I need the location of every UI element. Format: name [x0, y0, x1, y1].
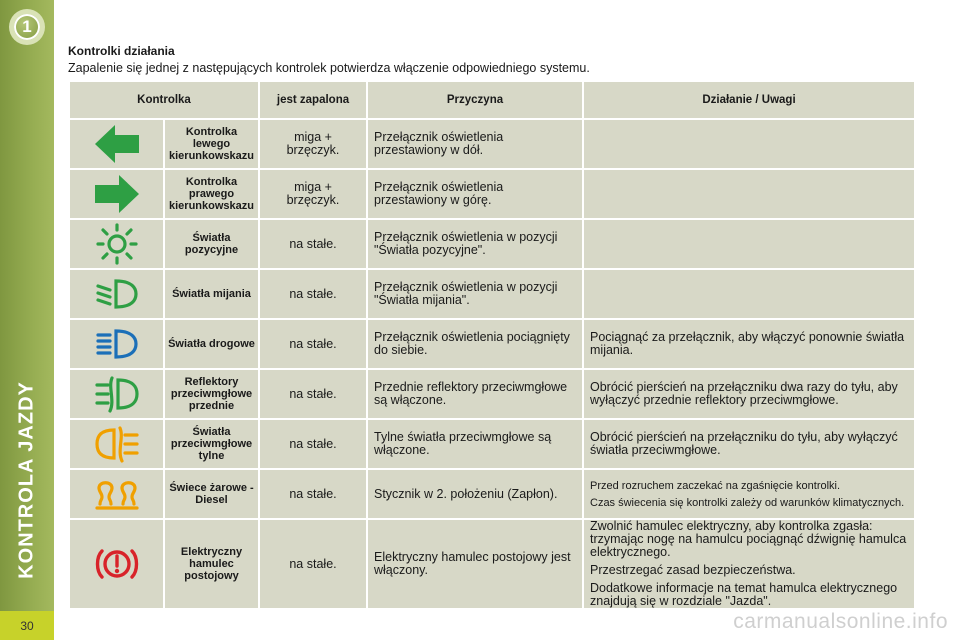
icon-cell [69, 319, 164, 369]
table-row [69, 469, 915, 519]
light-cause: Przełącznik oświetlenia w pozycji "Światła mijania". [367, 269, 583, 319]
light-cause: Stycznik w 2. położeniu (Zapłon). [367, 469, 583, 519]
table-row [69, 219, 915, 269]
light-note: Obrócić pierścień na przełączniku do tyłu, aby wyłączyć światła przeciwmgłowe. [590, 430, 898, 457]
light-state: na stałe. [259, 219, 367, 269]
table-row [69, 319, 915, 369]
light-notes [583, 169, 915, 219]
icon-cell [69, 419, 164, 469]
light-cause: Przełącznik oświetlenia pociągnięty do siebie. [367, 319, 583, 369]
electric-parking-brake-icon [93, 542, 141, 586]
light-notes [583, 319, 915, 369]
light-name: Reflektory przeciwmgłowe przednie [164, 369, 259, 419]
light-note: Przestrzegać zasad bezpieczeństwa. [590, 563, 796, 577]
light-name: Kontrolka prawego kierunkowskazu [164, 169, 259, 219]
light-cause: Tylne światła przeciwmgłowe są włączone. [367, 419, 583, 469]
light-note: Obrócić pierścień na przełączniku dwa razy do tyłu, aby wyłączyć przednie reflektory przeciwmgłowe. [590, 380, 898, 407]
light-cause: Elektryczny hamulec postojowy jest włączony. [367, 519, 583, 609]
light-state: na stałe. [259, 269, 367, 319]
chapter-number: 1 [14, 14, 40, 40]
light-name: Kontrolka lewego kierunkowskazu [164, 119, 259, 169]
icon-cell [69, 119, 164, 169]
table-row [69, 169, 915, 219]
icon-cell [69, 519, 164, 609]
icon-cell [69, 369, 164, 419]
right-turn-arrow-icon [93, 173, 141, 215]
light-name: Światła przeciwmgłowe tylne [164, 419, 259, 469]
watermark: carmanualsonline.info [733, 610, 948, 633]
chapter-title: KONTROLA JAZDY [15, 381, 38, 579]
light-name: Elektryczny hamulec postojowy [164, 519, 259, 609]
main-beam-icon [94, 326, 140, 362]
light-notes [583, 419, 915, 469]
page-number: 30 [0, 611, 54, 640]
light-notes [583, 469, 915, 519]
warning-lights-table [68, 80, 916, 610]
left-turn-arrow-icon [93, 123, 141, 165]
dipped-beam-icon [94, 276, 140, 312]
icon-cell [69, 169, 164, 219]
light-name: Światła drogowe [164, 319, 259, 369]
sidelights-icon [95, 222, 139, 266]
header-jest-zapalona: jest zapalona [259, 81, 367, 119]
light-note: Przed rozruchem zaczekać na zgaśnięcie kontrolki. [590, 479, 841, 492]
light-state: na stałe. [259, 519, 367, 609]
header-przyczyna: Przyczyna [367, 81, 583, 119]
table-row [69, 419, 915, 469]
light-notes [583, 119, 915, 169]
light-cause: Przełącznik oświetlenia przestawiony w dół. [367, 119, 583, 169]
light-notes [583, 269, 915, 319]
light-state: na stałe. [259, 369, 367, 419]
light-name: Świece żarowe - Diesel [164, 469, 259, 519]
light-name: Światła pozycyjne [164, 219, 259, 269]
intro-text: Zapalenie się jednej z następujących kontrolek potwierdza włączenie odpowiedniego systemu. [68, 61, 590, 75]
light-state: miga + brzęczyk. [259, 119, 367, 169]
table-row [69, 119, 915, 169]
chapter-badge [9, 9, 45, 45]
light-notes [583, 219, 915, 269]
light-cause: Przełącznik oświetlenia w pozycji "Światła pozycyjne". [367, 219, 583, 269]
icon-cell [69, 219, 164, 269]
table-row [69, 269, 915, 319]
chapter-sidebar [0, 0, 54, 640]
light-note: Czas świecenia się kontrolki zależy od warunków klimatycznych. [590, 496, 905, 509]
icon-cell [69, 269, 164, 319]
light-notes [583, 519, 915, 609]
light-note: Zwolnić hamulec elektryczny, aby kontrolka zgasła: trzymając nogę na hamulcu pociągnąć dźwignię hamulca elektrycznego. [590, 519, 907, 559]
header-dzialanie: Działanie / Uwagi [583, 81, 915, 119]
light-state: na stałe. [259, 319, 367, 369]
light-state: na stałe. [259, 419, 367, 469]
light-state: na stałe. [259, 469, 367, 519]
light-note: Pociągnąć za przełącznik, aby włączyć ponownie światła mijania. [590, 330, 905, 357]
table-row [69, 369, 915, 419]
front-fog-lamps-icon [94, 375, 140, 413]
light-state: miga + brzęczyk. [259, 169, 367, 219]
light-notes [583, 369, 915, 419]
glow-plugs-icon [94, 476, 140, 512]
table-header-row [69, 81, 915, 119]
section-heading: Kontrolki działania [68, 44, 175, 58]
header-kontrolka: Kontrolka [69, 81, 259, 119]
light-cause: Przełącznik oświetlenia przestawiony w górę. [367, 169, 583, 219]
light-note: Dodatkowe informacje na temat hamulca elektrycznego znajdują się w rozdziale "Jazda". [590, 581, 898, 608]
rear-fog-lamps-icon [94, 425, 140, 463]
light-cause: Przednie reflektory przeciwmgłowe są włączone. [367, 369, 583, 419]
light-name: Światła mijania [164, 269, 259, 319]
icon-cell [69, 469, 164, 519]
table-row [69, 519, 915, 609]
